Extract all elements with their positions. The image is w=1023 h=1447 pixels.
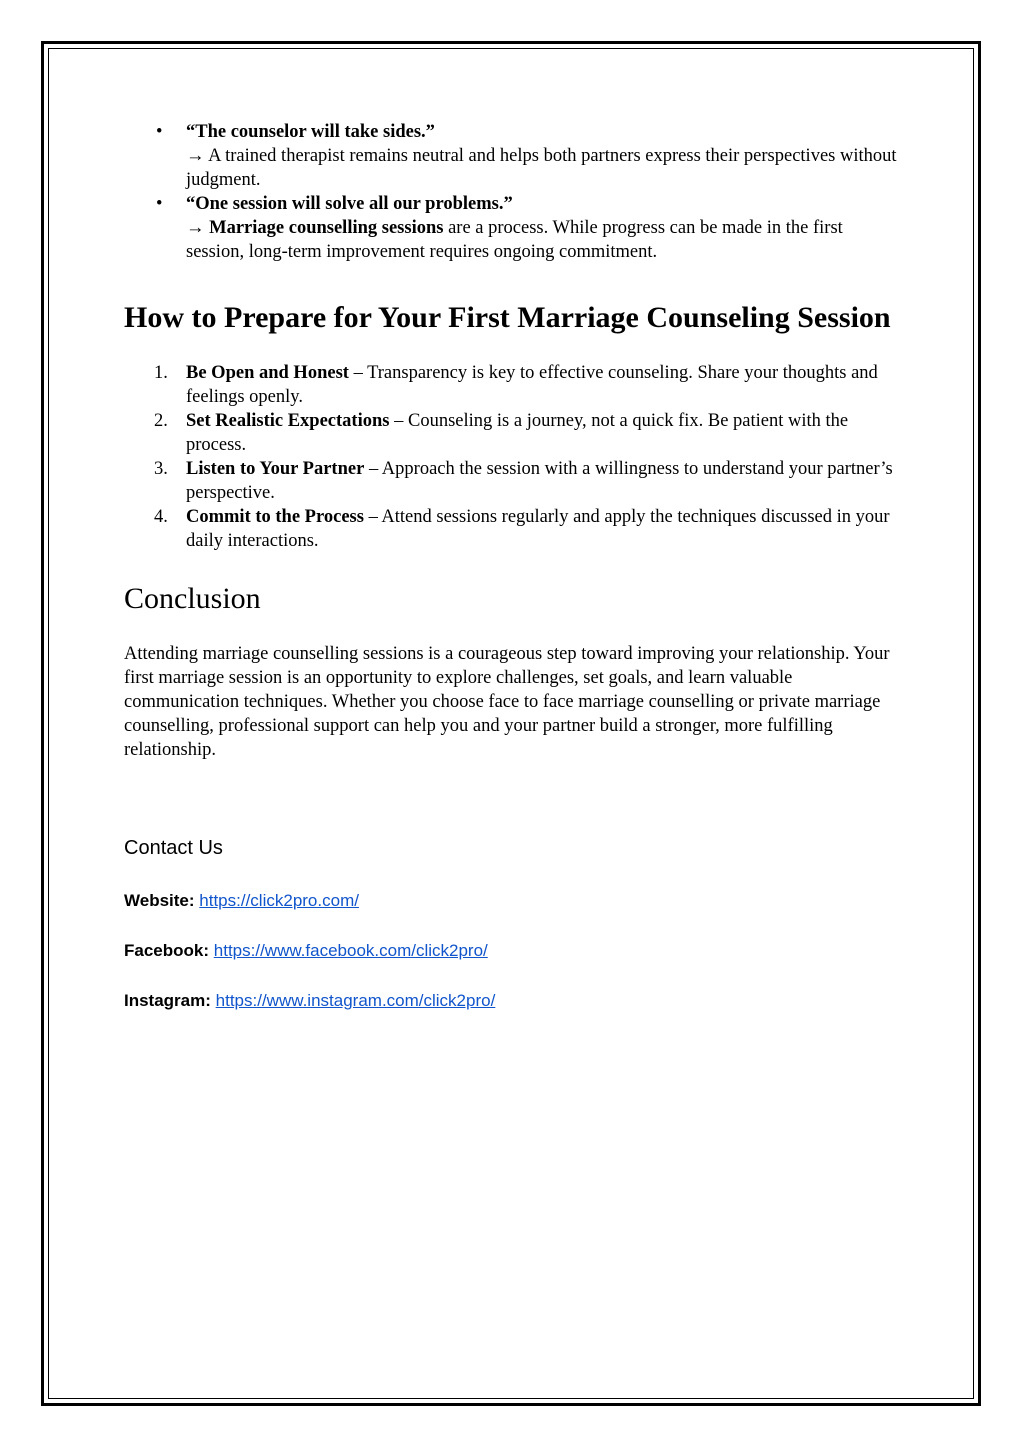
contact-section (124, 836, 904, 1012)
step-number: 4. (154, 507, 168, 527)
contact-title: Contact Us (124, 837, 223, 859)
arrow-icon: → (186, 218, 205, 238)
list-item (0, 192, 904, 264)
myth-text: A trained therapist remains neutral and helps both partners express their perspectives without judgment. (186, 146, 897, 190)
prepare-heading: How to Prepare for Your First Marriage Counseling Session (124, 301, 891, 334)
step-title: Listen to Your Partner (186, 459, 365, 479)
website-row (124, 890, 904, 912)
list-item (0, 361, 904, 409)
step-text: – Attend sessions regularly and apply the techniques discussed in your daily interactions. (186, 507, 890, 551)
myth-title: “The counselor will take sides.” (186, 122, 435, 142)
instagram-row (124, 990, 904, 1012)
list-item (0, 120, 904, 192)
step-text: – Transparency is key to effective counseling. Share your thoughts and feelings openly. (186, 363, 878, 407)
steps-list (124, 361, 904, 553)
arrow-icon: → (186, 146, 205, 166)
list-item (0, 457, 904, 505)
step-title: Commit to the Process (186, 507, 364, 527)
facebook-row (124, 940, 904, 962)
bullet-icon: • (156, 194, 163, 214)
instagram-label: Instagram: (124, 991, 211, 1010)
conclusion-heading: Conclusion (124, 582, 261, 615)
facebook-label: Facebook: (124, 941, 210, 960)
bullet-icon: • (156, 122, 163, 142)
website-label: Website: (124, 891, 195, 910)
step-title: Be Open and Honest (186, 363, 349, 383)
list-item (0, 409, 904, 457)
step-text: – Counseling is a journey, not a quick fix. Be patient with the process. (186, 411, 849, 455)
step-title: Set Realistic Expectations (186, 411, 390, 431)
step-number: 2. (154, 411, 168, 431)
step-number: 1. (154, 363, 168, 383)
website-link[interactable]: https://click2pro.com/ (199, 891, 359, 910)
list-item (0, 505, 904, 553)
myth-bold: Marriage counselling sessions (209, 218, 444, 238)
document-body (124, 120, 904, 1040)
conclusion-paragraph: Attending marriage counselling sessions is a courageous step toward improving your relationship. Your first marriage session is an opportunity to explore challenges, set goals, and learn valuable communication techniques. Whether you choose face to face marriage counselling or private marriage counselling, professional support can help you and your partner build a stronger, more fulfilling relationship. (124, 644, 890, 760)
instagram-link[interactable]: https://www.instagram.com/click2pro/ (215, 991, 496, 1010)
facebook-link[interactable]: https://www.facebook.com/click2pro/ (213, 941, 488, 960)
step-number: 3. (154, 459, 168, 479)
step-text: – Approach the session with a willingness to understand your partner’s perspective. (186, 459, 893, 503)
myth-text: are a process. While progress can be made in the first session, long-term improvement requires ongoing commitment. (186, 218, 843, 262)
myths-list (124, 120, 904, 264)
myth-title: “One session will solve all our problems.” (186, 194, 513, 214)
